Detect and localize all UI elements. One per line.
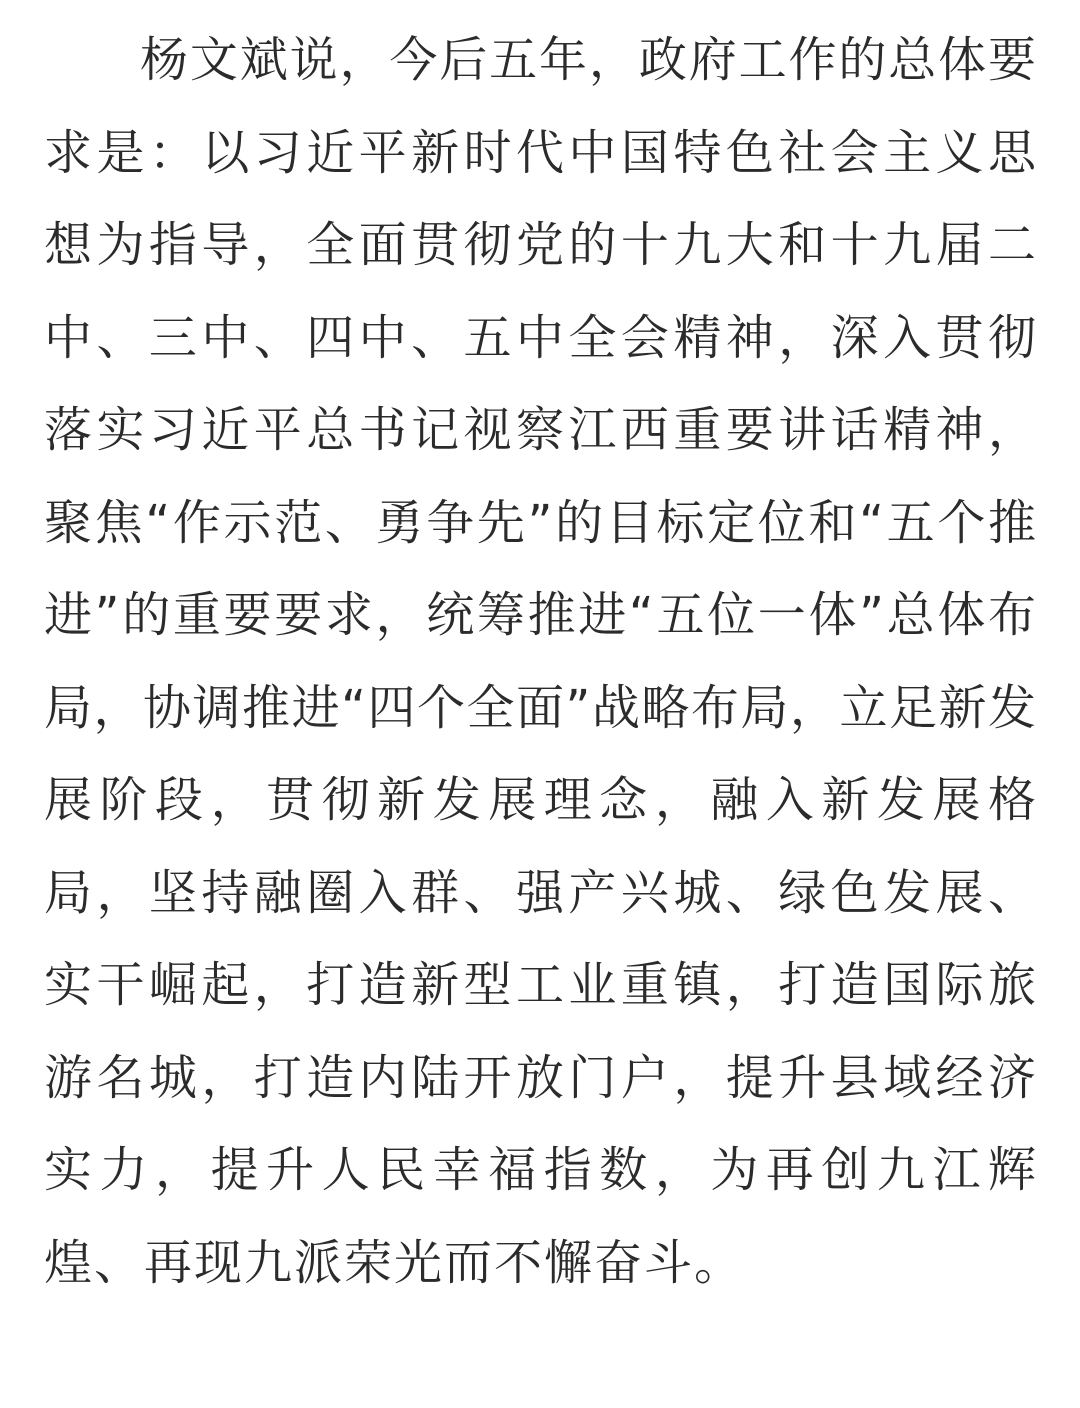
paragraph-line-14: 煌、再现九派荣光而不懈奋斗。 (44, 1234, 745, 1291)
paragraph-line-11: 实干崛起，打造新型工业重镇，打造国际旅 (44, 957, 1036, 1013)
paragraph-line-7: 进”的重要要求，统筹推进“五位一体”总体布 (44, 587, 1036, 643)
paragraph-line-9: 展阶段，贯彻新发展理念，融入新发展格 (44, 772, 1036, 828)
paragraph-line-6: 聚焦“作示范、勇争先”的目标定位和“五个推 (44, 494, 1036, 551)
paragraph-line-12: 游名城，打造内陆开放门户，提升县域经济 (44, 1049, 1036, 1106)
paragraph-line-5: 落实习近平总书记视察江西重要讲话精神， (44, 402, 1036, 458)
paragraph-line-2: 求是：以习近平新时代中国特色社会主义思 (44, 124, 1036, 181)
paragraph-line-13: 实力，提升人民幸福指数，为再创九江辉 (44, 1142, 1036, 1198)
paragraph-line-10: 局，坚持融圈入群、强产兴城、绿色发展、 (44, 864, 1036, 921)
paragraph-line-8: 局，协调推进“四个全面”战略布局，立足新发 (44, 679, 1036, 736)
paragraph-line-4: 中、三中、四中、五中全会精神，深入贯彻 (44, 309, 1036, 366)
paragraph-line-3: 想为指导，全面贯彻党的十九大和十九届二 (44, 217, 1036, 273)
paragraph-line-1: 杨文斌说，今后五年，政府工作的总体要 (140, 32, 1036, 88)
article-paragraph (44, 14, 1036, 1309)
